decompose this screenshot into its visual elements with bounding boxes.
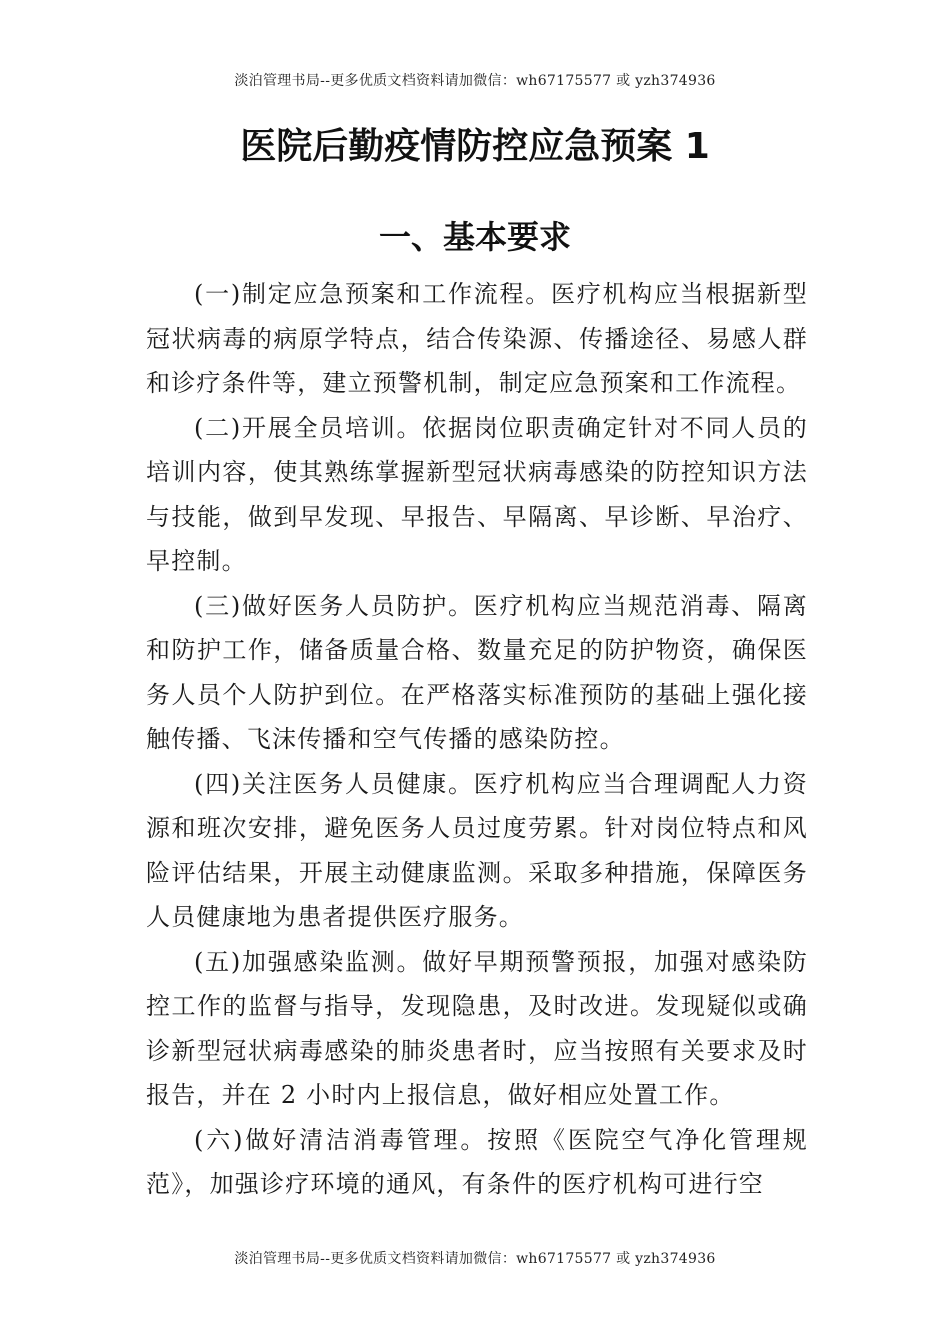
paragraph-6: (六)做好清洁消毒管理。按照《医院空气净化管理规范》，加强诊疗环境的通风，有条件的医疗机构可进行空 — [146, 1125, 808, 1198]
section-heading: 一、基本要求 — [378, 218, 571, 256]
document-title: 医院后勤疫情防控应急预案 1 — [240, 126, 710, 167]
paragraph-3: (三)做好医务人员防护。医疗机构应当规范消毒、隔离和防护工作，储备质量合格、数量充足的防护物资，确保医务人员个人防护到位。在严格落实标准预防的基础上强化接触传播、飞沫传播和空气传播的感染防控。 — [146, 591, 808, 753]
paragraph-2: (二)开展全员培训。依据岗位职责确定针对不同人员的培训内容，使其熟练掌握新型冠状病毒感染的防控知识方法与技能，做到早发现、早报告、早隔离、早诊断、早治疗、早控制。 — [146, 413, 808, 575]
page-header-note: 淡泊管理书局--更多优质文档资料请加微信：wh67175577 或 yzh374936 — [234, 73, 716, 89]
document-body — [146, 272, 808, 1207]
page-footer-note: 淡泊管理书局--更多优质文档资料请加微信：wh67175577 或 yzh374936 — [234, 1251, 716, 1267]
paragraph-5: (五)加强感染监测。做好早期预警预报，加强对感染防控工作的监督与指导，发现隐患，及时改进。发现疑似或确诊新型冠状病毒感染的肺炎患者时，应当按照有关要求及时报告，并在 2 小时内上报信息，做好相应处置工作。 — [146, 947, 808, 1109]
paragraph-4: (四)关注医务人员健康。医疗机构应当合理调配人力资源和班次安排，避免医务人员过度劳累。针对岗位特点和风险评估结果，开展主动健康监测。采取多种措施，保障医务人员健康地为患者提供医疗服务。 — [146, 769, 808, 931]
paragraph-1: (一)制定应急预案和工作流程。医疗机构应当根据新型冠状病毒的病原学特点，结合传染源、传播途径、易感人群和诊疗条件等，建立预警机制，制定应急预案和工作流程。 — [146, 280, 808, 397]
